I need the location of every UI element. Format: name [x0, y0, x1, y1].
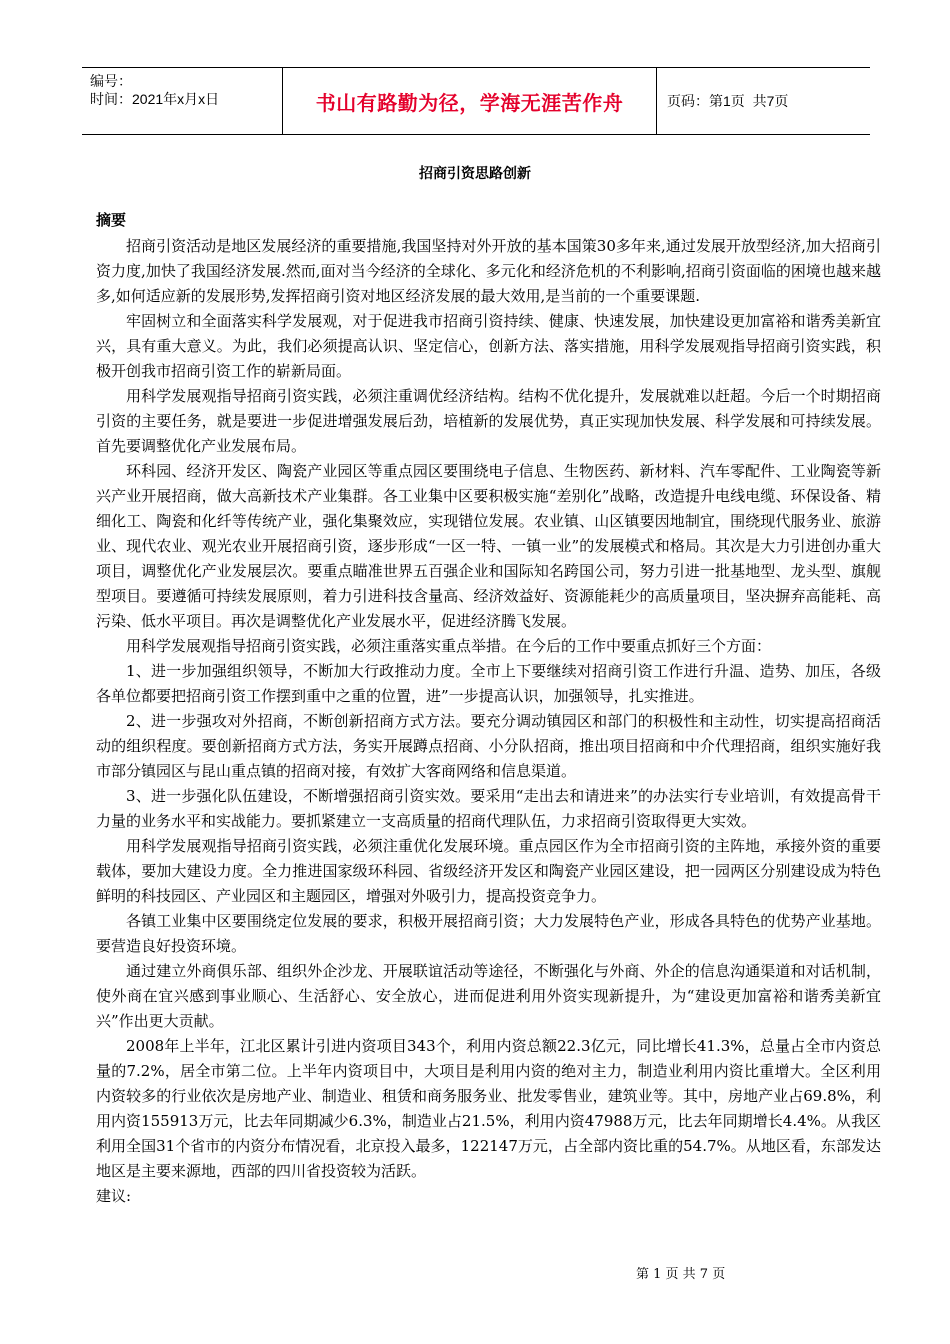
- paragraph: 通过建立外商俱乐部、组织外企沙龙、开展联谊活动等途径，不断强化与外商、外企的信息沟通渠道和对话机制，使外商在宜兴感到事业顺心、生活舒心、安全放心，进而促进利用外资实现新提升，为“建设更加富裕和谐秀美新宜兴”作出更大贡献。: [96, 962, 881, 1030]
- paragraph: 招商引资活动是地区发展经济的重要措施,我国坚持对外开放的基本国策30多年来,通过发展开放型经济,加大招商引资力度,加快了我国经济发展.然而,面对当今经济的全球化、多元化和经济危机的不利影响,招商引资面临的困境也越来越多,如何适应新的发展形势,发挥招商引资对地区经济发展的最大效用,是当前的一个重要课题.: [96, 237, 881, 305]
- abstract-heading: 摘要: [96, 211, 127, 229]
- header-right-cell: [657, 68, 870, 134]
- motto: 书山有路勤为径，学海无涯苦作舟: [282, 68, 657, 134]
- paragraph: 3、进一步强化队伍建设，不断增强招商引资实效。要采用“走出去和请进来”的办法实行专业培训，有效提高骨干力量的业务水平和实战能力。要抓紧建立一支高质量的招商代理队伍，力求招商引资取得更大实效。: [96, 787, 881, 830]
- paragraph: 牢固树立和全面落实科学发展观，对于促进我市招商引资持续、健康、快速发展，加快建设更加富裕和谐秀美新宜兴，具有重大意义。为此，我们必须提高认识、坚定信心，创新方法、落实措施，用科学发展观指导招商引资实践，积极开创我市招商引资工作的崭新局面。: [96, 312, 881, 380]
- page-label: 页码：第1页 共7页: [667, 93, 789, 109]
- header-left-cell: [82, 68, 282, 134]
- paragraph: 各镇工业集中区要围绕定位发展的要求，积极开展招商引资；大力发展特色产业，形成各具特色的优势产业基地。要营造良好投资环境。: [96, 912, 881, 955]
- paragraph: 环科园、经济开发区、陶瓷产业园区等重点园区要围绕电子信息、生物医药、新材料、汽车零配件、工业陶瓷等新兴产业开展招商，做大高新技术产业集群。各工业集中区要积极实施“差别化”战略，改造提升电线电缆、环保设备、精细化工、陶瓷和化纤等传统产业，强化集聚效应，实现错位发展。农业镇、山区镇要因地制宜，围绕现代服务业、旅游业、现代农业、观光农业开展招商引资，逐步形成“一区一特、一镇一业”的发展模式和格局。其次是大力引进创办重大项目，调整优化产业发展层次。要重点瞄准世界五百强企业和国际知名跨国公司，努力引进一批基地型、龙头型、旗舰型项目。要遵循可持续发展原则，着力引进科技含量高、经济效益好、资源能耗少的高质量项目，坚决摒弃高能耗、高污染、低水平项目。再次是调整优化产业发展水平，促进经济腾飞发展。: [96, 462, 881, 630]
- time-label: 时间：2021年x月x日: [90, 91, 220, 107]
- document-body: [96, 234, 881, 1209]
- page-footer: 第 1 页 共 7 页: [636, 1267, 726, 1282]
- paragraph: 用科学发展观指导招商引资实践，必须注重优化发展环境。重点园区作为全市招商引资的主阵地，承接外资的重要载体，要加大建设力度。全力推进国家级环科园、省级经济开发区和陶瓷产业园区建设，把一园两区分别建设成为特色鲜明的科技园区、产业园区和主题园区，增强对外吸引力，提高投资竞争力。: [96, 837, 881, 905]
- document-title: 招商引资思路创新: [419, 166, 531, 182]
- paragraph: 2、进一步强攻对外招商，不断创新招商方式方法。要充分调动镇园区和部门的积极性和主动性，切实提高招商活动的组织程度。要创新招商方式方法，务实开展蹲点招商、小分队招商，推出项目招商和中介代理招商，组织实施好我市部分镇园区与昆山重点镇的招商对接，有效扩大客商网络和信息渠道。: [96, 712, 881, 780]
- header-table: [82, 67, 870, 135]
- closing-line: 建议:: [96, 1187, 132, 1205]
- paragraph: 用科学发展观指导招商引资实践，必须注重落实重点举措。在今后的工作中要重点抓好三个方面：: [126, 637, 772, 655]
- paragraph: 2008年上半年，江北区累计引进内资项目343个，利用内资总额22.3亿元，同比增长41.3%，总量占全市内资总量的7.2%，居全市第二位。上半年内资项目中，大项目是利用内资的绝对主力，制造业利用内资比重增大。全区利用内资较多的行业依次是房地产业、制造业、租赁和商务服务业、批发零售业，建筑业等。其中，房地产业占69.8%，利用内资155913万元，比去年同期减少6.3%，制造业占21.5%，利用内资47988万元，比去年同期增长4.4%。从我区利用全国31个省市的内资分布情况看，北京投入最多，122147万元，占全部内资比重的54.7%。从地区看，东部发达地区是主要来源地，西部的四川省投资较为活跃。: [96, 1037, 881, 1180]
- paragraph: 1、进一步加强组织领导，不断加大行政推动力度。全市上下要继续对招商引资工作进行升温、造势、加压，各级各单位都要把招商引资工作摆到重中之重的位置，进”一步提高认识，加强领导，扎实推进。: [96, 662, 881, 705]
- paragraph: 用科学发展观指导招商引资实践，必须注重调优经济结构。结构不优化提升，发展就难以赶超。今后一个时期招商引资的主要任务，就是要进一步促进增强发展后劲，培植新的发展优势，真正实现加快发展、科学发展和可持续发展。首先要调整优化产业发展布局。: [96, 387, 881, 455]
- number-label: 编号：: [90, 73, 132, 89]
